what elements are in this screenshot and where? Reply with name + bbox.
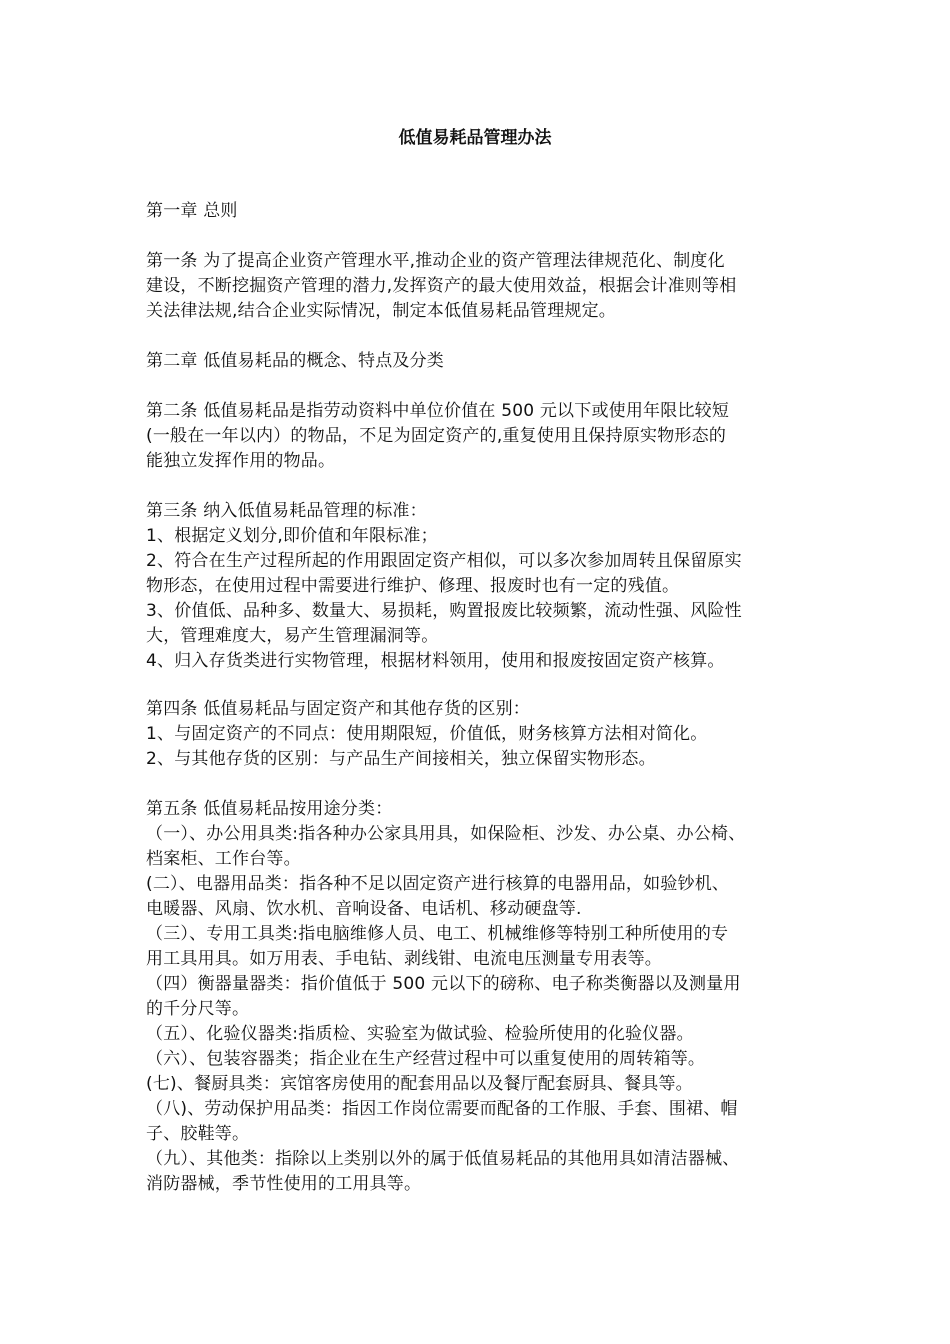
- text-line: 电暖器、风扇、饮水机、音响设备、电话机、移动硬盘等.: [146, 899, 582, 919]
- article-1: [146, 249, 826, 324]
- article-2: [146, 399, 826, 474]
- article-4: [146, 697, 826, 772]
- text-line: （八)、劳动保护用品类：指因工作岗位需要而配备的工作服、手套、围裙、帽: [146, 1099, 738, 1119]
- text-line: 第二章 低值易耗品的概念、特点及分类: [146, 351, 445, 371]
- text-line: （一）、办公用具类:指各种办公家具用具，如保险柜、沙发、办公桌、办公椅、: [146, 824, 746, 844]
- chapter-1-heading: [146, 199, 826, 224]
- text-line: 消防器械，季节性使用的工用具等。: [146, 1174, 422, 1194]
- text-line: （四）衡器量器类：指价值低于 500 元以下的磅称、电子称类衡器以及测量用: [146, 974, 741, 994]
- text-line: （六）、包装容器类；指企业在生产经营过程中可以重复使用的周转箱等。: [146, 1049, 706, 1069]
- text-line: 子、胶鞋等。: [146, 1124, 250, 1144]
- text-line: （九）、其他类：指除以上类别以外的属于低值易耗品的其他用具如清洁器械、: [146, 1149, 740, 1169]
- article-5: [146, 797, 826, 1197]
- text-line: （三）、专用工具类:指电脑维修人员、电工、机械维修等特别工种所使用的专: [146, 924, 729, 944]
- text-line: 大，管理难度大，易产生管理漏洞等。: [146, 626, 439, 646]
- text-line: (二）、电器用品类：指各种不足以固定资产进行核算的电器用品，如验钞机、: [146, 874, 730, 894]
- text-line: 第五条 低值易耗品按用途分类：: [146, 799, 393, 819]
- text-line: 2、符合在生产过程所起的作用跟固定资产相似，可以多次参加周转且保留原实: [146, 551, 742, 571]
- text-line: 2、与其他存货的区别：与产品生产间接相关，独立保留实物形态。: [146, 749, 656, 769]
- text-line: 1、与固定资产的不同点：使用期限短，价值低，财务核算方法相对简化。: [146, 724, 708, 744]
- text-line: 关法律法规,结合企业实际情况，制定本低值易耗品管理规定。: [146, 301, 617, 321]
- text-line: 第四条 低值易耗品与固定资产和其他存货的区别：: [146, 699, 531, 719]
- article-3: [146, 499, 826, 674]
- text-line: 第一章 总则: [146, 201, 238, 221]
- text-line: 3、价值低、品种多、数量大、易损耗，购置报废比较频繁，流动性强、风险性: [146, 601, 742, 621]
- document-title: 低值易耗品管理办法: [398, 128, 552, 148]
- text-line: 物形态，在使用过程中需要进行维护、修理、报废时也有一定的残值。: [146, 576, 680, 596]
- text-line: 建设，不断挖掘资产管理的潜力,发挥资产的最大使用效益，根据会计准则等相: [146, 276, 737, 296]
- text-line: 的千分尺等。: [146, 999, 250, 1019]
- text-line: 档案柜、工作台等。: [146, 849, 301, 869]
- text-line: 第一条 为了提高企业资产管理水平,推动企业的资产管理法律规范化、制度化: [146, 251, 725, 271]
- chapter-2-heading: [146, 349, 826, 374]
- text-line: (一般在一年以内）的物品，不足为固定资产的,重复使用且保持原实物形态的: [146, 426, 727, 446]
- text-line: 第三条 纳入低值易耗品管理的标准：: [146, 501, 427, 521]
- text-line: (七)、餐厨具类：宾馆客房使用的配套用品以及餐厅配套厨具、餐具等。: [146, 1074, 693, 1094]
- text-line: （五）、化验仪器类:指质检、实验室为做试验、检验所使用的化验仪器。: [146, 1024, 694, 1044]
- text-line: 4、归入存货类进行实物管理，根据材料领用，使用和报废按固定资产核算。: [146, 651, 725, 671]
- text-line: 用工具用具。如万用表、手电钻、剥线钳、电流电压测量专用表等。: [146, 949, 662, 969]
- text-line: 1、根据定义划分,即价值和年限标准；: [146, 526, 438, 546]
- text-line: 能独立发挥作用的物品。: [146, 451, 336, 471]
- text-line: 第二条 低值易耗品是指劳动资料中单位价值在 500 元以下或使用年限比较短: [146, 401, 730, 421]
